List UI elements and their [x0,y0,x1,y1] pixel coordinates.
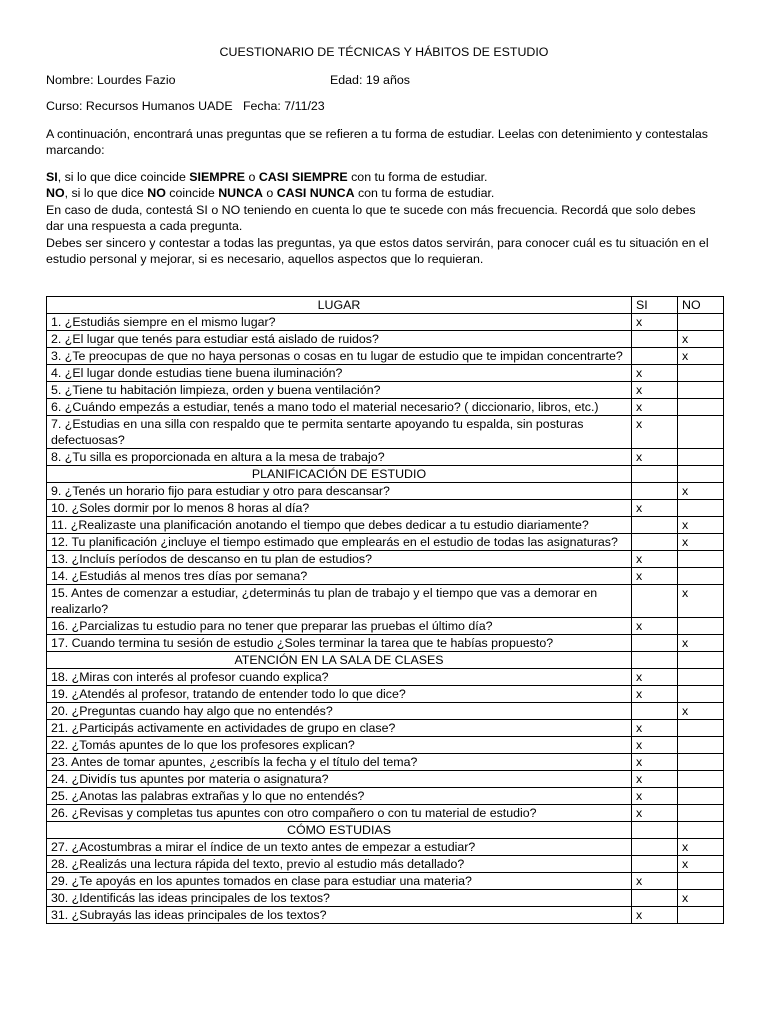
answer-si-cell: x [632,771,678,788]
question-text: 7. ¿Estudias en una silla con respaldo que te permita sentarte apoyando tu espalda, sin posturas defectuosas? [47,416,632,449]
rule-no-text1: , si lo que dice [64,186,148,201]
answer-no-cell [678,805,724,822]
answer-no-cell [678,737,724,754]
question-text: 23. Antes de tomar apuntes, ¿escribís la fecha y el título del tema? [47,754,632,771]
answer-si-cell: x [632,500,678,517]
rule-no-key: NO [46,186,65,201]
answer-si-cell: x [632,907,678,924]
question-text: 1. ¿Estudiás siempre en el mismo lugar? [47,314,632,331]
answer-no-cell: x [678,534,724,551]
table-row [47,686,724,703]
rule-duda: En caso de duda, contestá SI o NO teniendo en cuenta lo que te sucede con más frecuencia. Recordá que solo debes dar una respuesta a cada pregunta. [46,202,696,234]
table-row [47,331,724,348]
answer-no-cell: x [678,331,724,348]
answer-si-cell: x [632,449,678,466]
answer-no-cell [678,788,724,805]
table-row [47,483,724,500]
header-lugar: LUGAR [47,297,632,314]
section-si-empty [632,822,678,839]
question-text: 18. ¿Miras con interés al profesor cuando explica? [47,669,632,686]
table-row [47,534,724,551]
answer-no-cell [678,314,724,331]
answer-no-cell [678,382,724,399]
answer-si-cell: x [632,399,678,416]
question-text: 20. ¿Preguntas cuando hay algo que no entendés? [47,703,632,720]
answer-si-cell: x [632,314,678,331]
question-text: 30. ¿Identificás las ideas principales de los textos? [47,890,632,907]
curso-fecha-line [46,98,325,114]
answer-si-cell [632,483,678,500]
table-row [47,771,724,788]
section-title: PLANIFICACIÓN DE ESTUDIO [47,466,632,483]
question-text: 28. ¿Realizás una lectura rápida del texto, previo al estudio más detallado? [47,856,632,873]
question-text: 4. ¿El lugar donde estudias tiene buena iluminación? [47,365,632,382]
rule-si [46,169,716,185]
table-row [47,754,724,771]
rule-no-nunca: NUNCA [218,186,263,201]
answer-no-cell [678,416,724,449]
answer-no-cell [678,551,724,568]
table-row [47,703,724,720]
answer-si-cell: x [632,382,678,399]
question-text: 22. ¿Tomás apuntes de lo que los profesores explican? [47,737,632,754]
rule-si-siempre: SIEMPRE [189,170,246,184]
question-text: 27. ¿Acostumbras a mirar el índice de un texto antes de empezar a estudiar? [47,839,632,856]
question-text: 15. Antes de comenzar a estudiar, ¿determinás tu plan de trabajo y el tiempo que vas a demorar en realizarlo? [47,585,632,618]
question-text: 14. ¿Estudiás al menos tres días por semana? [47,568,632,585]
question-text: 6. ¿Cuándo empezás a estudiar, tenés a mano todo el material necesario? ( diccionario, libros, etc.) [47,399,632,416]
rule-si-casi-siempre: CASI SIEMPRE [258,170,348,184]
table-row [47,669,724,686]
answer-no-cell: x [678,348,724,365]
table-row [47,788,724,805]
answer-no-cell [678,365,724,382]
rule-no-no: NO [147,186,166,201]
section-no-empty [678,466,724,483]
answer-si-cell: x [632,754,678,771]
answer-si-cell: x [632,805,678,822]
answer-no-cell [678,568,724,585]
intro-paragraph [46,126,716,159]
answer-no-cell [678,618,724,635]
header-si: SI [632,297,678,314]
answer-no-cell [678,873,724,890]
rule-no [46,185,716,201]
table-row [47,449,724,466]
answer-no-cell: x [678,635,724,652]
question-text: 8. ¿Tu silla es proporcionada en altura a la mesa de trabajo? [47,449,632,466]
answer-no-cell: x [678,517,724,534]
section-no-empty [678,822,724,839]
answer-no-cell: x [678,483,724,500]
answer-no-cell [678,907,724,924]
answer-no-cell: x [678,703,724,720]
rule-sincero: Debes ser sincero y contestar a todas las preguntas, ya que estos datos servirán, para conocer cuál es tu situación en el estudio personal y mejorar, si es necesario, aquellos aspectos que lo requieran. [46,235,709,267]
table-row [47,737,724,754]
table-row [47,399,724,416]
table-row [47,890,724,907]
answer-no-cell [678,754,724,771]
question-text: 5. ¿Tiene tu habitación limpieza, orden y buena ventilación? [47,382,632,399]
question-text: 2. ¿El lugar que tenés para estudiar está aislado de ruidos? [47,331,632,348]
answer-no-cell [678,686,724,703]
rule-si-text1: , si lo que dice coincide [57,170,190,184]
question-text: 19. ¿Atendés al profesor, tratando de entender todo lo que dice? [47,686,632,703]
table-row [47,348,724,365]
document-title: CUESTIONARIO DE TÉCNICAS Y HÁBITOS DE ESTUDIO [219,45,549,59]
answer-si-cell [632,331,678,348]
answer-si-cell: x [632,618,678,635]
table-header-row [47,297,724,314]
table-row [47,314,724,331]
answer-si-cell [632,635,678,652]
table-row [47,720,724,737]
table-row [47,568,724,585]
answer-no-cell [678,669,724,686]
section-title: ATENCIÓN EN LA SALA DE CLASES [47,652,632,669]
question-text: 25. ¿Anotas las palabras extrañas y lo que no entendés? [47,788,632,805]
answer-no-cell [678,399,724,416]
answer-si-cell: x [632,365,678,382]
question-text: 17. Cuando termina tu sesión de estudio ¿Soles terminar la tarea que te habías propuesto? [47,635,632,652]
section-si-empty [632,466,678,483]
question-text: 29. ¿Te apoyás en los apuntes tomados en clase para estudiar una materia? [47,873,632,890]
answer-no-cell [678,449,724,466]
section-header-row [47,466,724,483]
table-row [47,585,724,618]
table-row [47,805,724,822]
question-text: 16. ¿Parcializas tu estudio para no tener que preparar las pruebas el último día? [47,618,632,635]
question-text: 9. ¿Tenés un horario fijo para estudiar y otro para descansar? [47,483,632,500]
answer-si-cell: x [632,686,678,703]
answer-si-cell [632,348,678,365]
table-row [47,365,724,382]
nombre-label: Nombre: Lourdes Fazio [46,73,176,87]
table-row [47,907,724,924]
answer-si-cell: x [632,551,678,568]
table-row [47,873,724,890]
question-text: 21. ¿Participás activamente en actividades de grupo en clase? [47,720,632,737]
answer-si-cell [632,890,678,907]
section-title: CÓMO ESTUDIAS [47,822,632,839]
question-text: 10. ¿Soles dormir por lo menos 8 horas al día? [47,500,632,517]
curso-label: Curso: Recursos Humanos UADE [46,99,233,113]
rule-si-text3: con tu forma de estudiar. [347,170,488,184]
answer-si-cell: x [632,416,678,449]
rule-si-text2: o [245,170,259,184]
table-row [47,416,724,449]
table-row [47,500,724,517]
question-text: 13. ¿Incluís períodos de descanso en tu plan de estudios? [47,551,632,568]
question-text: 12. Tu planificación ¿incluye el tiempo estimado que emplearás en el estudio de todas las asignaturas? [47,534,632,551]
question-text: 26. ¿Revisas y completas tus apuntes con otro compañero o con tu material de estudio? [47,805,632,822]
answer-rules [46,169,716,267]
answer-si-cell [632,517,678,534]
edad-label: Edad: 19 años [330,73,410,87]
answer-no-cell [678,771,724,788]
rule-no-text2: coincide [165,186,219,201]
answer-si-cell: x [632,737,678,754]
answer-si-cell: x [632,873,678,890]
answer-si-cell: x [632,720,678,737]
answer-si-cell [632,856,678,873]
table-row [47,856,724,873]
question-text: 31. ¿Subrayás las ideas principales de los textos? [47,907,632,924]
table-row [47,839,724,856]
questions-table [46,296,724,924]
answer-si-cell [632,839,678,856]
table-row [47,635,724,652]
table-row [47,551,724,568]
fecha-label: Fecha: 7/11/23 [242,99,325,113]
rule-si-key: SI [46,170,58,184]
question-text: 11. ¿Realizaste una planificación anotando el tiempo que debes dedicar a tu estudio diariamente? [47,517,632,534]
question-text: 3. ¿Te preocupas de que no haya personas o cosas en tu lugar de estudio que te impidan concentrarte? [47,348,632,365]
answer-no-cell: x [678,839,724,856]
answer-si-cell: x [632,788,678,805]
question-text: 24. ¿Dividís tus apuntes por materia o asignatura? [47,771,632,788]
answer-si-cell [632,534,678,551]
answer-no-cell: x [678,890,724,907]
section-si-empty [632,652,678,669]
section-header-row [47,822,724,839]
table-row [47,382,724,399]
answer-no-cell: x [678,585,724,618]
rule-no-text3: o [262,186,277,201]
header-no: NO [678,297,724,314]
answer-si-cell: x [632,669,678,686]
table-row [47,517,724,534]
rule-no-text4: con tu forma de estudiar. [354,186,495,201]
answer-si-cell: x [632,568,678,585]
answer-si-cell [632,585,678,618]
table-row [47,618,724,635]
answer-si-cell [632,703,678,720]
answer-no-cell: x [678,856,724,873]
rule-no-casi-nunca: CASI NUNCA [276,186,355,201]
questions-body [47,314,724,924]
answer-no-cell [678,720,724,737]
intro-instructions: A continuación, encontrará unas preguntas que se refieren a tu forma de estudiar. Leelas con detenimiento y contestalas marcando: [46,127,708,158]
answer-no-cell [678,500,724,517]
section-header-row [47,652,724,669]
section-no-empty [678,652,724,669]
